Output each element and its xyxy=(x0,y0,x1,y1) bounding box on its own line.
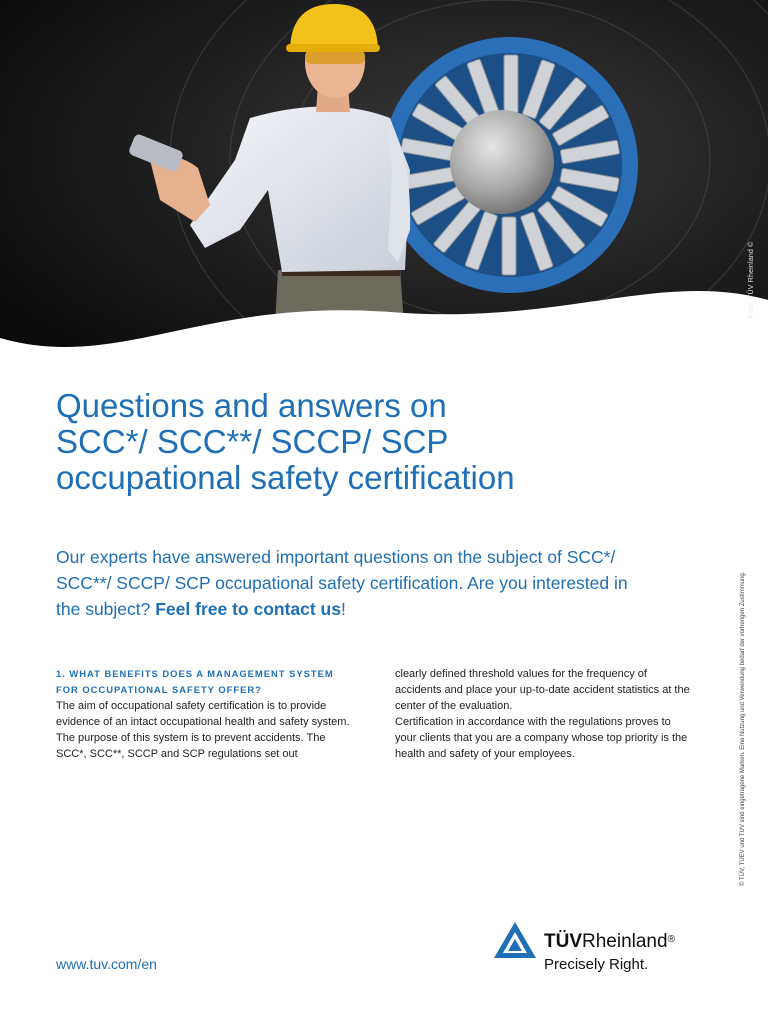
section-paragraph-1-continued: clearly defined threshold values for the frequency of accidents and place your up-to-date accident statistics at the center of the evaluation. xyxy=(395,668,690,712)
fan-icon xyxy=(382,37,638,293)
logo-tagline: Precisely Right. xyxy=(544,956,649,973)
intro-tail: ! xyxy=(340,599,346,619)
text-column-left xyxy=(56,666,356,762)
section-heading: 1. WHAT BENEFITS DOES A MANAGEMENT SYSTEM FOR OCCUPATIONAL SAFETY OFFER? xyxy=(56,668,334,695)
hero-photo xyxy=(0,0,768,380)
logo-part-1: TÜV xyxy=(544,931,582,952)
website-link[interactable]: www.tuv.com/en xyxy=(56,956,157,972)
intro-paragraph xyxy=(56,544,656,622)
logo-wordmark xyxy=(544,932,675,952)
title-line-2: SCC*/ SCC**/ SCCP/ SCP xyxy=(56,423,449,460)
contact-link[interactable]: Feel free to contact us xyxy=(155,599,341,619)
logo-part-2: Rheinland xyxy=(582,931,668,952)
photo-credit: Foto: TÜV Rheinland © xyxy=(748,241,755,318)
registered-mark: ® xyxy=(667,934,675,945)
tuv-triangle-logo-icon xyxy=(492,920,538,960)
section-paragraph-2: Certification in accordance with the regulations proves to your clients that you are a company whose top priority is the health and safety of your employees. xyxy=(395,716,688,760)
title-line-3: occupational safety certification xyxy=(56,459,515,496)
legal-notice: © TÜV, TUEV und TUV sind eingetragene Marken. Eine Nutzung und Verwendung bedarf der vorherigen Zustimmung. xyxy=(740,571,746,886)
intro-text: Our experts have answered important questions on the subject of SCC*/ SCC**/ SCCP/ SCP occupational safety certification. Are you interested in the subject? xyxy=(56,547,628,619)
section-paragraph-1: The aim of occupational safety certification is to provide evidence of an intact occupational health and safety system. The purpose of this system is to prevent accidents. The SCC*, SCC**, SCCP and SCP regulations set out xyxy=(56,700,350,760)
tuv-logo xyxy=(492,918,732,978)
text-column-right xyxy=(395,666,695,762)
hero-illustration xyxy=(0,0,768,380)
title-line-1: Questions and answers on xyxy=(56,387,447,424)
page-title xyxy=(56,388,676,496)
